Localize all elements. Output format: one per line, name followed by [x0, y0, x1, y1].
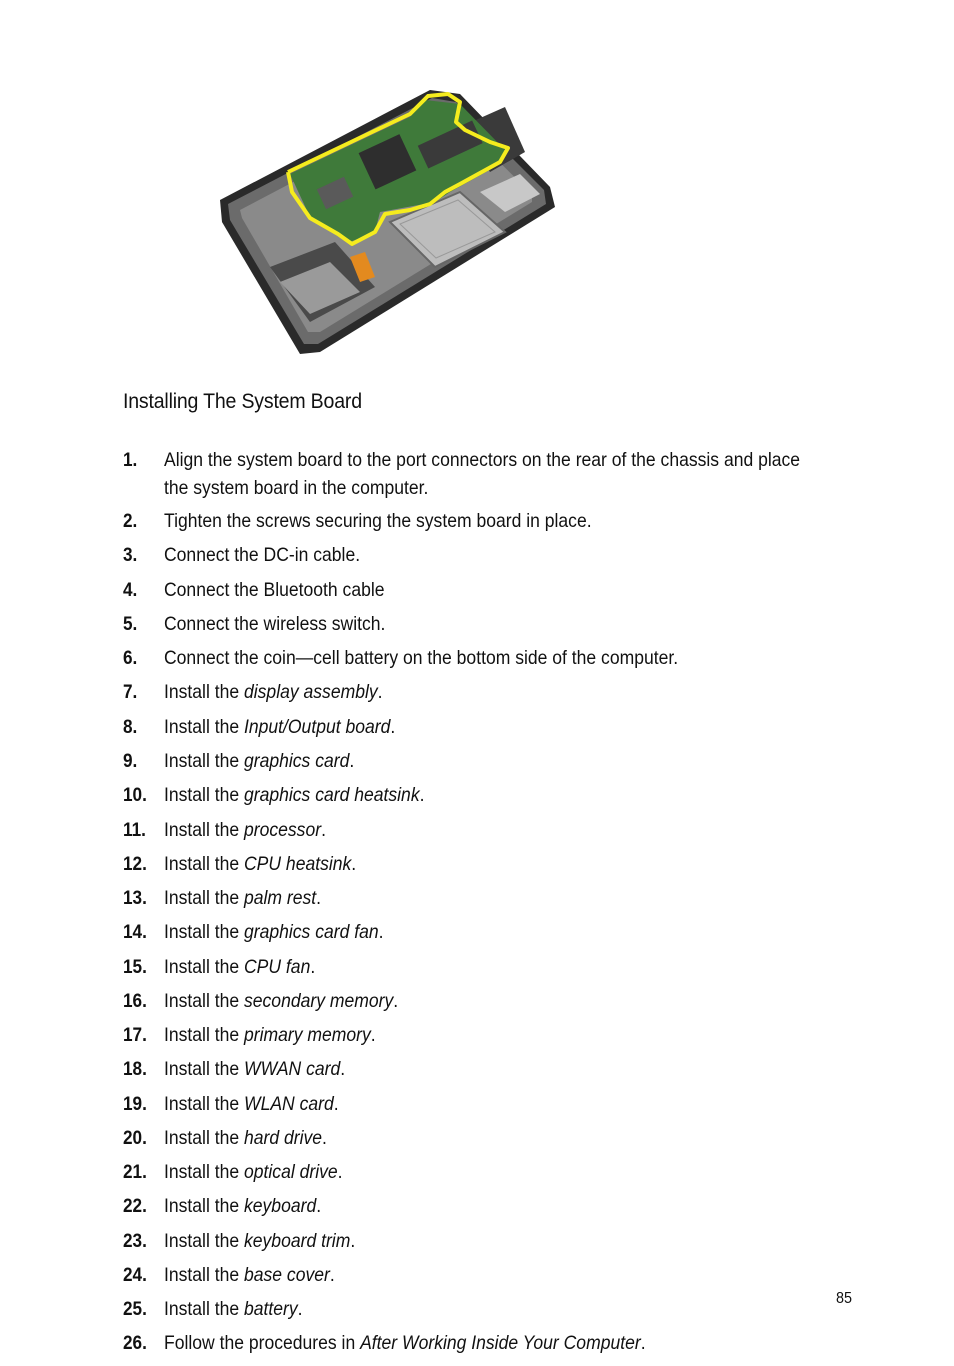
section-title: Installing The System Board	[123, 390, 362, 413]
step-prefix: Install the	[164, 1264, 245, 1286]
step-link[interactable]: primary memory	[244, 1024, 371, 1046]
step-prefix: Install the	[164, 1127, 245, 1149]
step-link[interactable]: keyboard trim	[244, 1230, 351, 1252]
step-link[interactable]: display assembly	[244, 681, 378, 703]
step-number: 12.	[123, 853, 147, 875]
step-link[interactable]: battery	[244, 1298, 298, 1320]
step-number: 25.	[123, 1298, 147, 1320]
step-number: 21.	[123, 1161, 147, 1183]
step-number: 18.	[123, 1058, 147, 1080]
step-link[interactable]: WWAN card	[244, 1058, 341, 1080]
step-suffix: .	[390, 716, 396, 738]
step-number: 5.	[123, 613, 138, 635]
step-text: Connect the wireless switch.	[164, 613, 386, 635]
step-suffix: .	[640, 1332, 646, 1354]
step-number: 26.	[123, 1332, 147, 1354]
step-link[interactable]: optical drive	[244, 1161, 338, 1183]
step-number: 15.	[123, 956, 147, 978]
step-prefix: Install the	[164, 1024, 245, 1046]
step-suffix: .	[377, 681, 383, 703]
step-prefix: Install the	[164, 887, 245, 909]
step-suffix: .	[310, 956, 316, 978]
step-link[interactable]: WLAN card	[244, 1093, 334, 1115]
step-suffix: .	[322, 1127, 327, 1149]
step-number: 1.	[123, 449, 138, 471]
step-link[interactable]: base cover	[244, 1264, 330, 1286]
step-prefix: Install the	[164, 921, 245, 943]
step-link[interactable]: secondary memory	[244, 990, 394, 1012]
step-prefix: Install the	[164, 1093, 245, 1115]
step-link[interactable]: Input/Output board	[244, 716, 391, 738]
step-link[interactable]: palm rest	[244, 887, 317, 909]
step-prefix: Install the	[164, 819, 245, 841]
step-suffix: .	[316, 887, 322, 909]
step-link[interactable]: graphics card fan	[244, 921, 379, 943]
step-prefix: Install the	[164, 1058, 245, 1080]
step-number: 19.	[123, 1093, 147, 1115]
step-suffix: .	[321, 819, 326, 841]
step-link[interactable]: After Working Inside Your Computer	[360, 1332, 641, 1354]
step-number: 6.	[123, 647, 138, 669]
step-prefix: Install the	[164, 990, 245, 1012]
step-link[interactable]: graphics card heatsink	[244, 784, 420, 806]
step-number: 2.	[123, 510, 138, 532]
step-suffix: .	[316, 1195, 322, 1217]
step-prefix: Install the	[164, 750, 245, 772]
step-number: 16.	[123, 990, 147, 1012]
step-number: 20.	[123, 1127, 147, 1149]
system-board-photo	[160, 82, 580, 364]
step-suffix: .	[370, 1024, 376, 1046]
step-suffix: .	[419, 784, 425, 806]
step-number: 17.	[123, 1024, 147, 1046]
step-text: Connect the Bluetooth cable	[164, 579, 385, 601]
step-suffix: .	[340, 1058, 346, 1080]
step-link[interactable]: keyboard	[244, 1195, 317, 1217]
step-prefix: Install the	[164, 1161, 245, 1183]
step-prefix: Install the	[164, 1195, 245, 1217]
step-prefix: Install the	[164, 1298, 245, 1320]
step-prefix: Install the	[164, 853, 245, 875]
step-number: 9.	[123, 750, 138, 772]
step-text: Connect the DC-in cable.	[164, 544, 361, 566]
step-number: 4.	[123, 579, 138, 601]
step-suffix: .	[350, 1230, 356, 1252]
step-prefix: Install the	[164, 1230, 245, 1252]
step-text: Connect the coin—cell battery on the bottom side of the computer.	[164, 647, 679, 669]
step-suffix: .	[349, 750, 355, 772]
step-suffix: .	[337, 1161, 343, 1183]
step-number: 24.	[123, 1264, 147, 1286]
step-link[interactable]: graphics card	[244, 750, 350, 772]
step-link[interactable]: processor	[244, 819, 322, 841]
step-number: 23.	[123, 1230, 147, 1252]
step-number: 11.	[123, 819, 146, 841]
page-number: 85	[836, 1290, 853, 1307]
step-number: 3.	[123, 544, 138, 566]
step-prefix: Install the	[164, 681, 245, 703]
step-number: 13.	[123, 887, 147, 909]
step-suffix: .	[297, 1298, 303, 1320]
step-suffix: .	[333, 1093, 339, 1115]
step-link[interactable]: CPU fan	[244, 956, 311, 978]
step-text: Align the system board to the port connectors on the rear of the chassis and place the system board in the computer.	[164, 449, 801, 499]
step-suffix: .	[351, 853, 357, 875]
step-prefix: Install the	[164, 784, 245, 806]
step-prefix: Follow the procedures in	[164, 1332, 361, 1354]
step-link[interactable]: hard drive	[244, 1127, 323, 1149]
step-prefix: Install the	[164, 716, 245, 738]
step-number: 14.	[123, 921, 147, 943]
step-link[interactable]: CPU heatsink	[244, 853, 352, 875]
step-suffix: .	[393, 990, 399, 1012]
step-suffix: .	[329, 1264, 335, 1286]
step-number: 22.	[123, 1195, 147, 1217]
step-text: Tighten the screws securing the system board in place.	[164, 510, 592, 532]
step-prefix: Install the	[164, 956, 245, 978]
step-number: 7.	[123, 681, 138, 703]
step-number: 8.	[123, 716, 138, 738]
step-suffix: .	[378, 921, 384, 943]
step-number: 10.	[123, 784, 147, 806]
